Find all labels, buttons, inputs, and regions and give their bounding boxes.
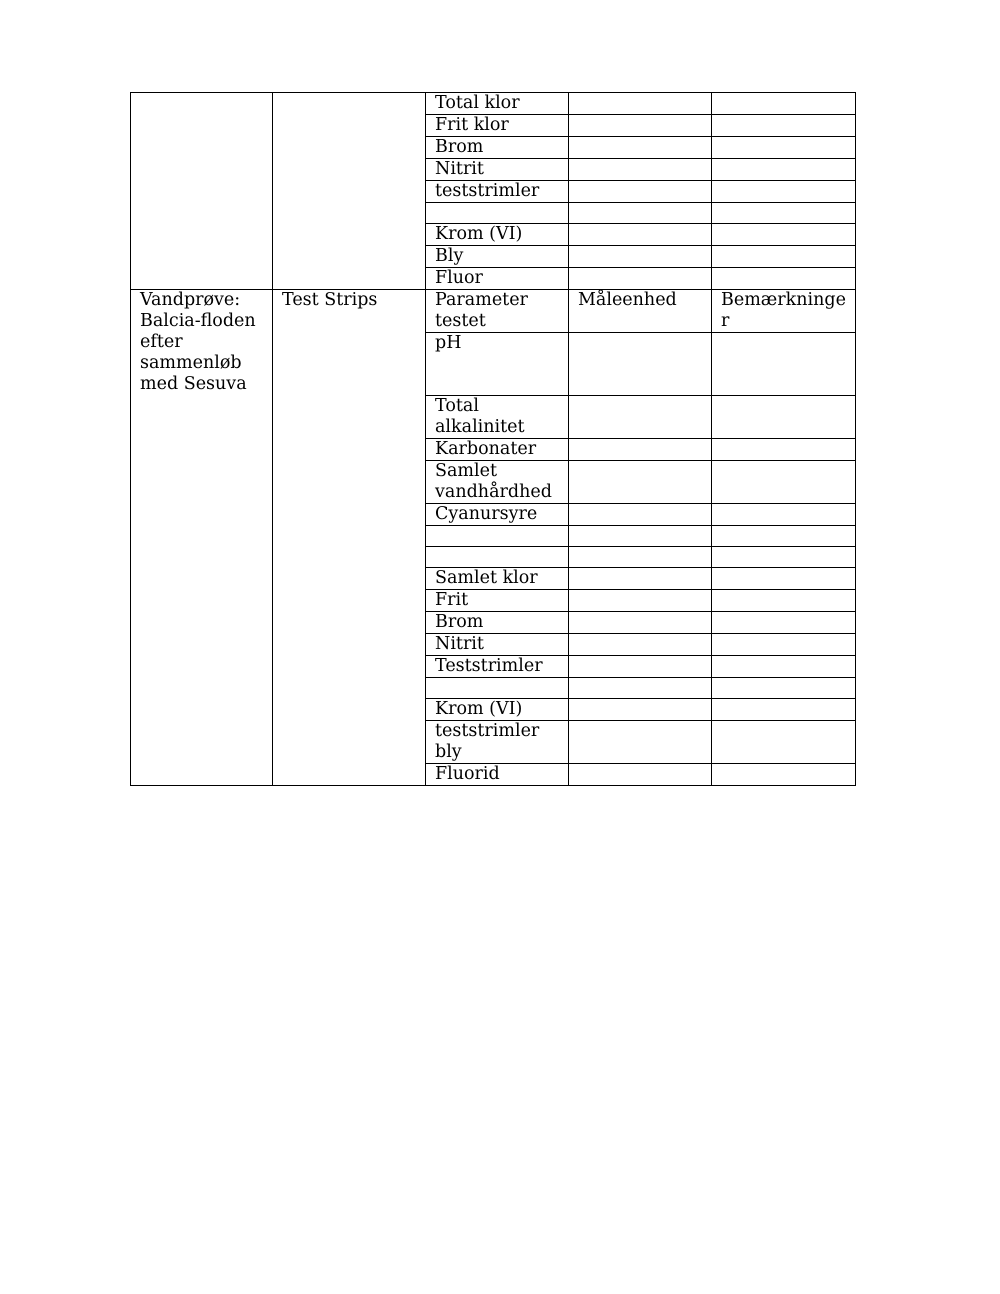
param-cell: Total alkalinitet <box>426 396 569 439</box>
param-cell: Bly <box>426 246 569 268</box>
note-cell <box>712 203 856 224</box>
note-cell <box>712 504 856 526</box>
note-cell <box>712 93 856 115</box>
unit-cell <box>569 461 712 504</box>
note-cell <box>712 721 856 764</box>
note-cell <box>712 547 856 568</box>
param-cell: pH <box>426 333 569 396</box>
unit-cell <box>569 268 712 290</box>
note-cell <box>712 224 856 246</box>
param-cell <box>426 203 569 224</box>
unit-cell <box>569 333 712 396</box>
unit-cell <box>569 396 712 439</box>
param-cell: Samlet klor <box>426 568 569 590</box>
param-cell <box>426 526 569 547</box>
unit-cell <box>569 246 712 268</box>
note-cell <box>712 115 856 137</box>
unit-cell <box>569 439 712 461</box>
param-cell: Frit klor <box>426 115 569 137</box>
note-header: Bemærkninger <box>712 290 856 333</box>
param-cell: teststrimler bly <box>426 721 569 764</box>
param-cell: Teststrimler <box>426 656 569 678</box>
param-cell: Krom (VI) <box>426 224 569 246</box>
note-cell <box>712 159 856 181</box>
unit-cell <box>569 656 712 678</box>
unit-cell <box>569 634 712 656</box>
method-text: Test Strips <box>282 290 378 310</box>
param-cell: teststrimler <box>426 181 569 203</box>
param-cell: Samlet vandhårdhed <box>426 461 569 504</box>
method-cell <box>273 93 426 290</box>
note-cell <box>712 568 856 590</box>
note-cell <box>712 246 856 268</box>
unit-cell <box>569 568 712 590</box>
unit-cell <box>569 699 712 721</box>
sample-cell <box>131 93 273 290</box>
header-row <box>131 290 856 333</box>
param-cell: Total klor <box>426 93 569 115</box>
table-row <box>131 93 856 115</box>
unit-cell <box>569 526 712 547</box>
param-cell: Cyanursyre <box>426 504 569 526</box>
param-cell: Krom (VI) <box>426 699 569 721</box>
unit-cell <box>569 203 712 224</box>
note-cell <box>712 612 856 634</box>
note-cell <box>712 634 856 656</box>
note-cell <box>712 439 856 461</box>
note-cell <box>712 181 856 203</box>
note-cell <box>712 590 856 612</box>
param-cell: Brom <box>426 612 569 634</box>
unit-cell <box>569 547 712 568</box>
unit-cell <box>569 678 712 699</box>
note-cell <box>712 396 856 439</box>
param-header: Parameter testet <box>426 290 569 333</box>
note-cell <box>712 526 856 547</box>
note-cell <box>712 461 856 504</box>
unit-cell <box>569 181 712 203</box>
unit-header: Måleenhed <box>569 290 712 333</box>
unit-cell <box>569 590 712 612</box>
sample-text: Vandprøve: Balcia-floden efter sammenløb med Sesuva <box>140 290 262 394</box>
unit-cell <box>569 159 712 181</box>
param-cell: Nitrit <box>426 159 569 181</box>
note-cell <box>712 656 856 678</box>
note-cell <box>712 333 856 396</box>
note-cell <box>712 678 856 699</box>
param-cell: Nitrit <box>426 634 569 656</box>
unit-cell <box>569 115 712 137</box>
unit-cell <box>569 764 712 786</box>
param-cell: Fluorid <box>426 764 569 786</box>
param-cell <box>426 678 569 699</box>
note-cell <box>712 268 856 290</box>
unit-cell <box>569 612 712 634</box>
param-cell: Fluor <box>426 268 569 290</box>
param-cell: Karbonater <box>426 439 569 461</box>
note-cell <box>712 764 856 786</box>
note-cell <box>712 699 856 721</box>
unit-cell <box>569 137 712 159</box>
unit-cell <box>569 93 712 115</box>
unit-cell <box>569 721 712 764</box>
param-cell <box>426 547 569 568</box>
method-cell <box>273 290 426 786</box>
param-cell: Frit <box>426 590 569 612</box>
note-cell <box>712 137 856 159</box>
unit-cell <box>569 504 712 526</box>
sample-cell <box>131 290 273 786</box>
water-test-table <box>130 92 856 786</box>
unit-cell <box>569 224 712 246</box>
param-cell: Brom <box>426 137 569 159</box>
